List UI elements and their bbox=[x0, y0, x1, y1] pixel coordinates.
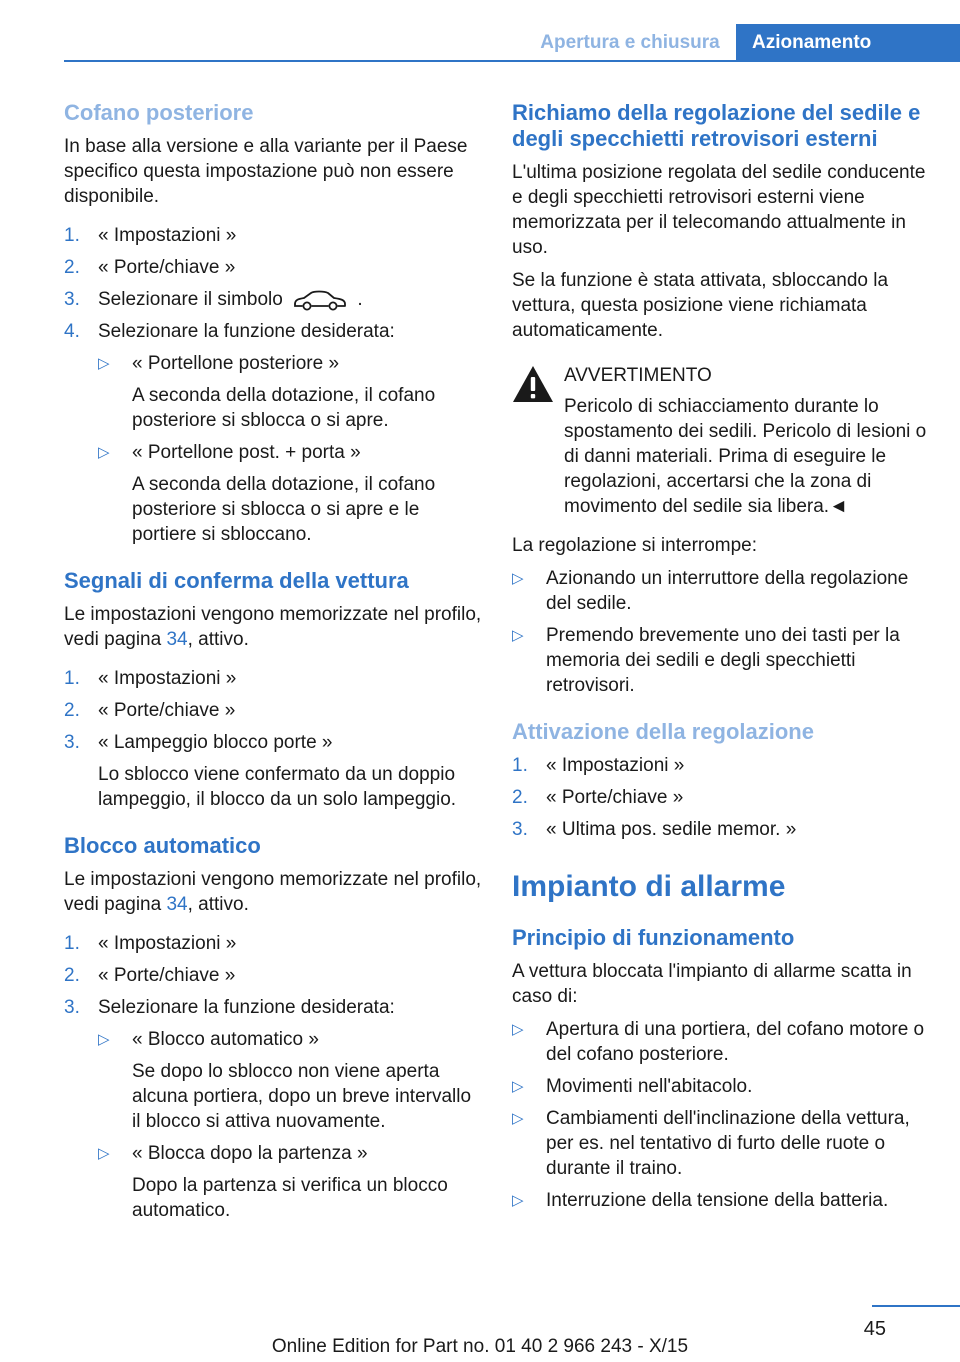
bullet-text: Premendo brevemente uno dei tasti per la memoria dei sedili e degli specchietti retrovisori. bbox=[546, 625, 900, 696]
list-item bbox=[512, 1074, 932, 1099]
option-label: « Blocco automatico » bbox=[132, 1029, 319, 1050]
steps-list bbox=[64, 666, 484, 812]
list-item bbox=[98, 440, 484, 547]
list-item bbox=[64, 319, 484, 547]
paragraph: Se la funzione è stata attivata, sbloccando la vettura, questa posizione viene richiamata automaticamente. bbox=[512, 270, 889, 341]
step-number: 3. bbox=[512, 819, 528, 840]
step-number: 1. bbox=[64, 668, 80, 689]
step-number: 2. bbox=[64, 700, 80, 721]
bullet-text: Apertura di una portiera, del cofano motore o del cofano posteriore. bbox=[546, 1019, 925, 1065]
step-desc: Lo sblocco viene confermato da un doppio lampeggio, il blocco da un solo lampeggio. bbox=[98, 764, 457, 810]
section-title-attivazione-regolazione: Attivazione della regolazione bbox=[512, 719, 814, 744]
warning-text: Pericolo di schiacciamento durante lo spostamento dei sedili. Pericolo di lesioni o di danni materiali. Prima di eseguire le regolazioni, accertarsi che la zona di movimento del sedile sia libera.◄ bbox=[564, 396, 927, 517]
step-text: Selezionare la funzione desiderata: bbox=[98, 321, 395, 342]
option-desc: Se dopo lo sblocco non viene aperta alcuna portiera, dopo un breve intervallo il blocco si attiva nuovamente. bbox=[132, 1061, 472, 1132]
warning-title: AVVERTIMENTO bbox=[564, 365, 712, 386]
footer-rule bbox=[872, 1305, 960, 1307]
bullet-list bbox=[512, 566, 932, 698]
option-desc: A seconda della dotazione, il cofano posteriore si sblocca o si apre. bbox=[132, 385, 436, 431]
section-intro: Le impostazioni vengono memorizzate nel profilo, vedi pagina 34, attivo. bbox=[64, 604, 482, 650]
step-text: Selezionare la funzione desiderata: bbox=[98, 997, 395, 1018]
step-text: « Impostazioni » bbox=[98, 225, 237, 246]
step-number: 1. bbox=[64, 225, 80, 246]
bullet-text: Cambiamenti dell'inclinazione della vettura, per es. nel tentativo di furto delle ruote o durante il traino. bbox=[546, 1108, 910, 1179]
list-item bbox=[512, 1188, 932, 1213]
triangle-bullet-icon: ▷ bbox=[98, 355, 110, 372]
triangle-bullet-icon: ▷ bbox=[512, 570, 524, 587]
list-item bbox=[512, 785, 932, 810]
step-number: 3. bbox=[64, 997, 80, 1018]
triangle-bullet-icon: ▷ bbox=[512, 1078, 524, 1095]
step-number: 3. bbox=[64, 289, 80, 310]
footer-edition: Online Edition for Part no. 01 40 2 966 243 - X/15 bbox=[271, 1336, 689, 1357]
steps-list bbox=[512, 753, 932, 842]
step-text: « Porte/chiave » bbox=[98, 257, 236, 278]
option-desc: A seconda della dotazione, il cofano posteriore si sblocca o si apre e le portiere si sbloccano. bbox=[132, 474, 436, 545]
steps-list bbox=[64, 931, 484, 1223]
header-tab-inactive: Apertura e chiusura bbox=[540, 32, 720, 53]
list-item bbox=[512, 817, 932, 842]
triangle-bullet-icon: ▷ bbox=[512, 1110, 524, 1127]
section-intro: In base alla versione e alla variante per il Paese specifico questa impostazione può non essere disponibile. bbox=[64, 136, 468, 207]
section-title-segnali-conferma: Segnali di conferma della vettura bbox=[64, 568, 409, 593]
section-title-richiamo-regolazione: Richiamo della regolazione del sedile e degli specchietti retrovisori esterni bbox=[512, 100, 921, 151]
step-text: « Ultima pos. sedile memor. » bbox=[546, 819, 797, 840]
step-text-end: . bbox=[357, 289, 363, 310]
list-item bbox=[64, 255, 484, 280]
section-title-principio-funzionamento: Principio di funzionamento bbox=[512, 925, 795, 950]
step-text: « Impostazioni » bbox=[98, 933, 237, 954]
step-text: « Porte/chiave » bbox=[546, 787, 684, 808]
car-outline-icon bbox=[292, 289, 348, 311]
chapter-title-impianto-allarme: Impianto di allarme bbox=[512, 870, 786, 903]
triangle-bullet-icon: ▷ bbox=[98, 1031, 110, 1048]
option-label: « Portellone posteriore » bbox=[132, 353, 340, 374]
paragraph: L'ultima posizione regolata del sedile conducente e degli specchietti retrovisori esterni viene memorizzata per il telecomando attualmente in uso. bbox=[512, 162, 926, 258]
option-desc: Dopo la partenza si verifica un blocco automatico. bbox=[132, 1175, 448, 1221]
steps-list bbox=[64, 223, 484, 547]
list-item bbox=[512, 1106, 932, 1181]
page-link[interactable]: 34 bbox=[166, 629, 188, 650]
triangle-bullet-icon: ▷ bbox=[98, 1145, 110, 1162]
page-link[interactable]: 34 bbox=[166, 894, 188, 915]
list-item bbox=[98, 1027, 484, 1134]
list-item bbox=[512, 753, 932, 778]
list-item bbox=[98, 351, 484, 433]
step-number: 2. bbox=[512, 787, 528, 808]
triangle-bullet-icon: ▷ bbox=[512, 1021, 524, 1038]
option-label: « Blocca dopo la partenza » bbox=[132, 1143, 368, 1164]
step-number: 1. bbox=[64, 933, 80, 954]
list-item bbox=[64, 931, 484, 956]
step-text: « Porte/chiave » bbox=[98, 965, 236, 986]
step-number: 3. bbox=[64, 732, 80, 753]
triangle-bullet-icon: ▷ bbox=[512, 627, 524, 644]
section-title-cofano-posteriore: Cofano posteriore bbox=[64, 100, 254, 125]
header-tab-active: Azionamento bbox=[736, 24, 960, 62]
list-item bbox=[64, 666, 484, 691]
step-number: 4. bbox=[64, 321, 80, 342]
step-text: Selezionare il simbolo bbox=[98, 289, 283, 310]
step-number: 2. bbox=[64, 965, 80, 986]
section-title-blocco-automatico: Blocco automatico bbox=[64, 833, 261, 858]
list-item bbox=[512, 1017, 932, 1067]
list-item bbox=[64, 730, 484, 812]
triangle-bullet-icon: ▷ bbox=[512, 1192, 524, 1209]
step-text: « Lampeggio blocco porte » bbox=[98, 732, 333, 753]
list-item bbox=[98, 1141, 484, 1223]
bullet-text: Movimenti nell'abitacolo. bbox=[546, 1076, 753, 1097]
list-item bbox=[512, 623, 932, 698]
step-number: 1. bbox=[512, 755, 528, 776]
page-number: 45 bbox=[863, 1318, 886, 1340]
paragraph: A vettura bloccata l'impianto di allarme scatta in caso di: bbox=[512, 961, 912, 1007]
section-intro: Le impostazioni vengono memorizzate nel profilo, vedi pagina 34, attivo. bbox=[64, 869, 482, 915]
bullet-text: Azionando un interruttore della regolazione del sedile. bbox=[546, 568, 909, 614]
list-item bbox=[64, 223, 484, 248]
option-label: « Portellone post. + porta » bbox=[132, 442, 361, 463]
options-list bbox=[98, 351, 484, 547]
left-column bbox=[64, 100, 484, 1230]
step-text: « Impostazioni » bbox=[98, 668, 237, 689]
right-column bbox=[512, 100, 932, 1220]
list-item bbox=[64, 698, 484, 723]
header-rule bbox=[64, 60, 960, 62]
list-item bbox=[64, 287, 484, 312]
warning-triangle-icon bbox=[512, 365, 554, 403]
bullet-text: Interruzione della tensione della batteria. bbox=[546, 1190, 889, 1211]
step-number: 2. bbox=[64, 257, 80, 278]
triangle-bullet-icon: ▷ bbox=[98, 444, 110, 461]
options-list bbox=[98, 1027, 484, 1223]
warning-box bbox=[512, 363, 932, 519]
step-text: « Impostazioni » bbox=[546, 755, 685, 776]
bullet-list bbox=[512, 1017, 932, 1213]
paragraph: La regolazione si interrompe: bbox=[512, 535, 758, 556]
list-item bbox=[512, 566, 932, 616]
list-item bbox=[64, 995, 484, 1223]
list-item bbox=[64, 963, 484, 988]
step-text: « Porte/chiave » bbox=[98, 700, 236, 721]
